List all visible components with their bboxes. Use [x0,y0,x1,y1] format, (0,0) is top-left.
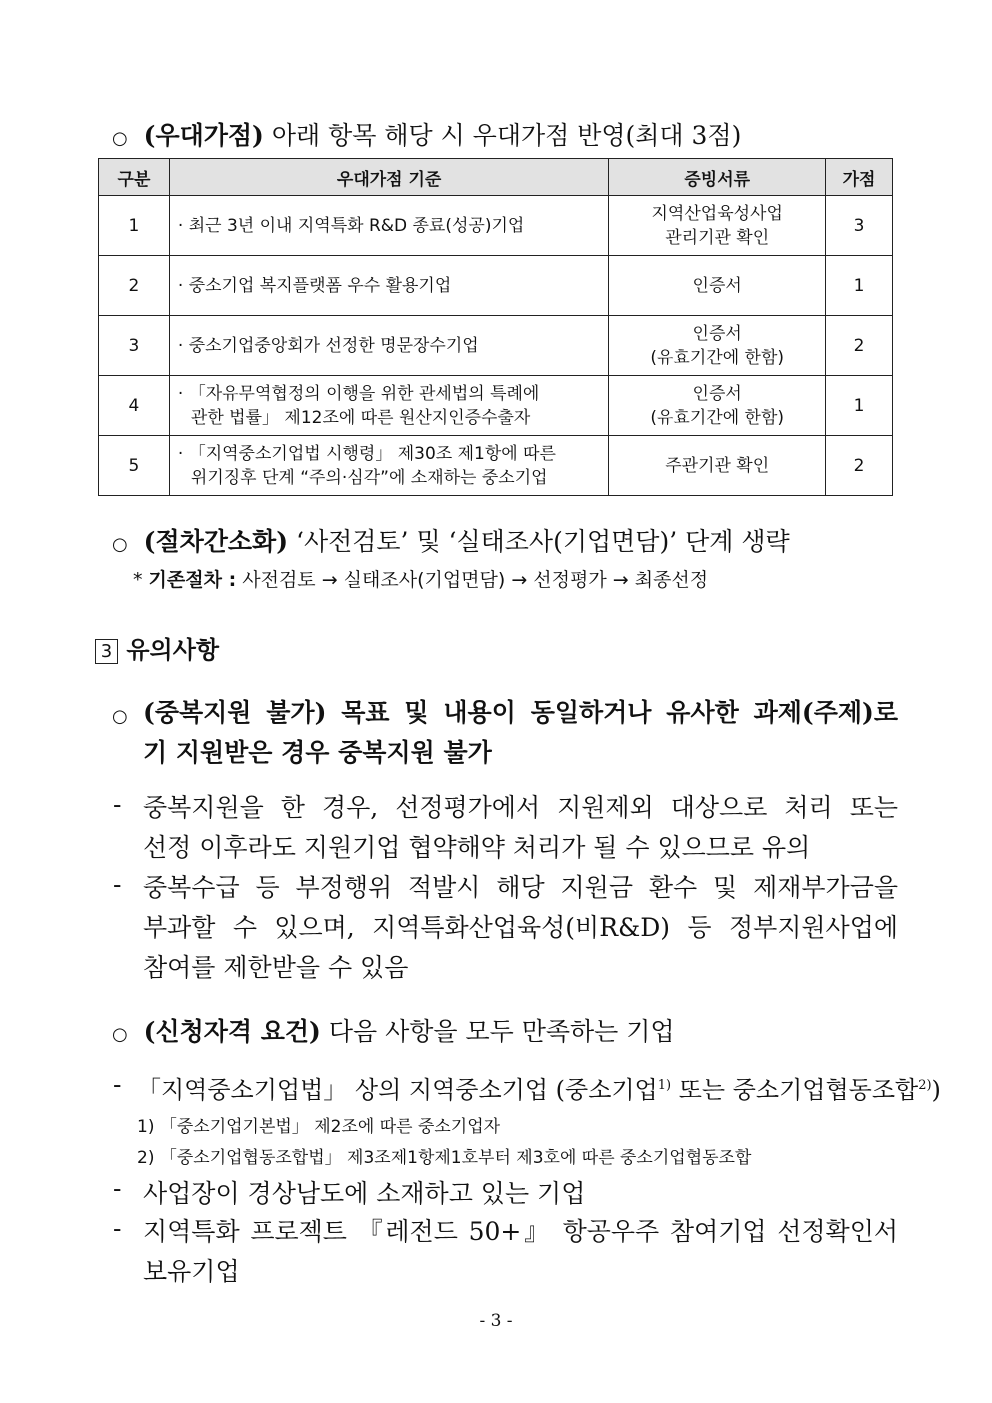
eligibility-item-1 [137,1070,941,1105]
row-criteria [169,376,608,436]
item-text: ) [931,1076,941,1104]
bonus-text: 아래 항목 해당 시 우대가점 반영(최대 3점) [271,121,742,150]
doc-line: 인증서 [692,383,742,404]
criteria-line: 위기징후 단계 “주의·심각”에 소재하는 중소기업 [190,467,548,488]
row-number: 3 [99,316,170,376]
row-number: 2 [99,256,170,316]
duplicate-item [143,868,898,988]
dash-bullet: - [113,790,122,819]
eligibility-head: (신청자격 요건) [143,1017,321,1046]
criteria-line: · 중소기업중앙회가 선정한 명문장수기업 [177,335,479,356]
bullet-circle: ○ [112,534,128,555]
criteria-line: · 「자유무역협정의 이행을 위한 관세법의 특례에 [177,383,540,404]
bullet-circle: ○ [112,1024,128,1045]
row-documents [609,316,826,376]
row-criteria [169,256,608,316]
footnote-ref: 2) [918,1078,932,1093]
simplify-text: ‘사전검토’ 및 ‘실태조사(기업면담)’ 단계 생략 [296,527,790,556]
item-line: 부과할 수 있으며, 지역특화산업육성(비R&D) 등 정부지원사업에 [143,913,898,942]
section-heading [95,636,219,664]
eligibility-heading [112,1012,675,1048]
item-line: 중복수급 등 부정행위 적발시 해당 지원금 환수 및 제재부가금을 [143,873,898,902]
table-row [99,436,893,496]
criteria-line: 관한 법률」 제12조에 따른 원산지인증수출자 [190,407,531,428]
bullet-circle: ○ [112,706,128,727]
page-number: - 3 - [479,1311,513,1331]
duplicate-heading [143,693,898,773]
header-documents: 증빙서류 [609,159,826,196]
criteria-line: · 「지역중소기업법 시행령」 제30조 제1항에 따른 [177,443,556,464]
bonus-head: (우대가점) [143,121,264,150]
note-mark: * [133,569,143,591]
footnote-2: 2) 「중소기업협동조합법」 제3조제1항제1호부터 제3호에 따른 중소기업협동조합 [137,1148,752,1168]
doc-line: (유효기간에 한함) [650,347,784,368]
row-criteria [169,316,608,376]
doc-line: (유효기간에 한함) [650,407,784,428]
row-documents [609,376,826,436]
table-row [99,376,893,436]
row-points: 2 [826,316,893,376]
row-points: 1 [826,256,893,316]
bullet-circle: ○ [112,128,128,149]
duplicate-heading-line: (중복지원 불가) 목표 및 내용이 동일하거나 유사한 과제(주제)로 [143,698,898,727]
section-title: 유의사항 [126,636,220,664]
duplicate-item [143,788,898,868]
row-documents [609,196,826,256]
doc-line: 지역산업육성사업 [651,203,783,224]
table-row [99,256,893,316]
eligibility-item-2: 사업장이 경상남도에 소재하고 있는 기업 [143,1179,586,1208]
doc-line: 인증서 [692,323,742,344]
simplify-heading [112,522,790,558]
item-line: 중복지원을 한 경우, 선정평가에서 지원제외 대상으로 처리 또는 [143,793,898,822]
item-line: 참여를 제한받을 수 있음 [143,953,409,982]
item-text: 또는 중소기업협동조합 [671,1076,919,1104]
header-points: 가점 [826,159,893,196]
note-text: 사전검토 → 실태조사(기업면담) → 선정평가 → 최종선정 [242,569,709,591]
row-documents [609,436,826,496]
item-line: 지역특화 프로젝트 『레전드 50+』 항공우주 참여기업 선정확인서 [143,1217,898,1246]
row-number: 4 [99,376,170,436]
row-criteria [169,436,608,496]
simplify-head: (절차간소화) [143,527,289,556]
criteria-line: · 최근 3년 이내 지역특화 R&D 종료(성공)기업 [177,215,525,236]
table-header-row [99,159,893,196]
row-number: 1 [99,196,170,256]
bonus-table [98,158,893,496]
eligibility-item-3 [143,1212,898,1292]
criteria-line: · 중소기업 복지플랫폼 우수 활용기업 [177,275,452,296]
row-documents [609,256,826,316]
section-number-box: 3 [95,639,118,664]
table-row [99,316,893,376]
eligibility-text: 다음 사항을 모두 만족하는 기업 [328,1017,675,1046]
doc-line: 관리기관 확인 [665,227,770,248]
dash-bullet: - [113,1174,122,1203]
item-line: 선정 이후라도 지원기업 협약해약 처리가 될 수 있으므로 유의 [143,833,811,862]
item-line: 보유기업 [143,1257,240,1286]
row-criteria [169,196,608,256]
bonus-heading [112,116,741,152]
footnote-1: 1) 「중소기업기본법」 제2조에 따른 중소기업자 [137,1117,501,1137]
header-criteria: 우대가점 기준 [169,159,608,196]
note-head: 기존절차 : [148,569,237,591]
procedure-note [133,565,708,592]
doc-line: 주관기관 확인 [665,455,770,476]
doc-line: 인증서 [692,275,742,296]
dash-bullet: - [113,1214,122,1243]
table-row [99,196,893,256]
header-category: 구분 [99,159,170,196]
duplicate-heading-line: 기 지원받은 경우 중복지원 불가 [143,738,492,767]
row-points: 3 [826,196,893,256]
row-number: 5 [99,436,170,496]
dash-bullet: - [113,870,122,899]
row-points: 2 [826,436,893,496]
dash-bullet: - [113,1070,122,1099]
item-text: 「지역중소기업법」 상의 지역중소기업 (중소기업 [137,1076,658,1104]
row-points: 1 [826,376,893,436]
footnote-ref: 1) [657,1078,672,1093]
